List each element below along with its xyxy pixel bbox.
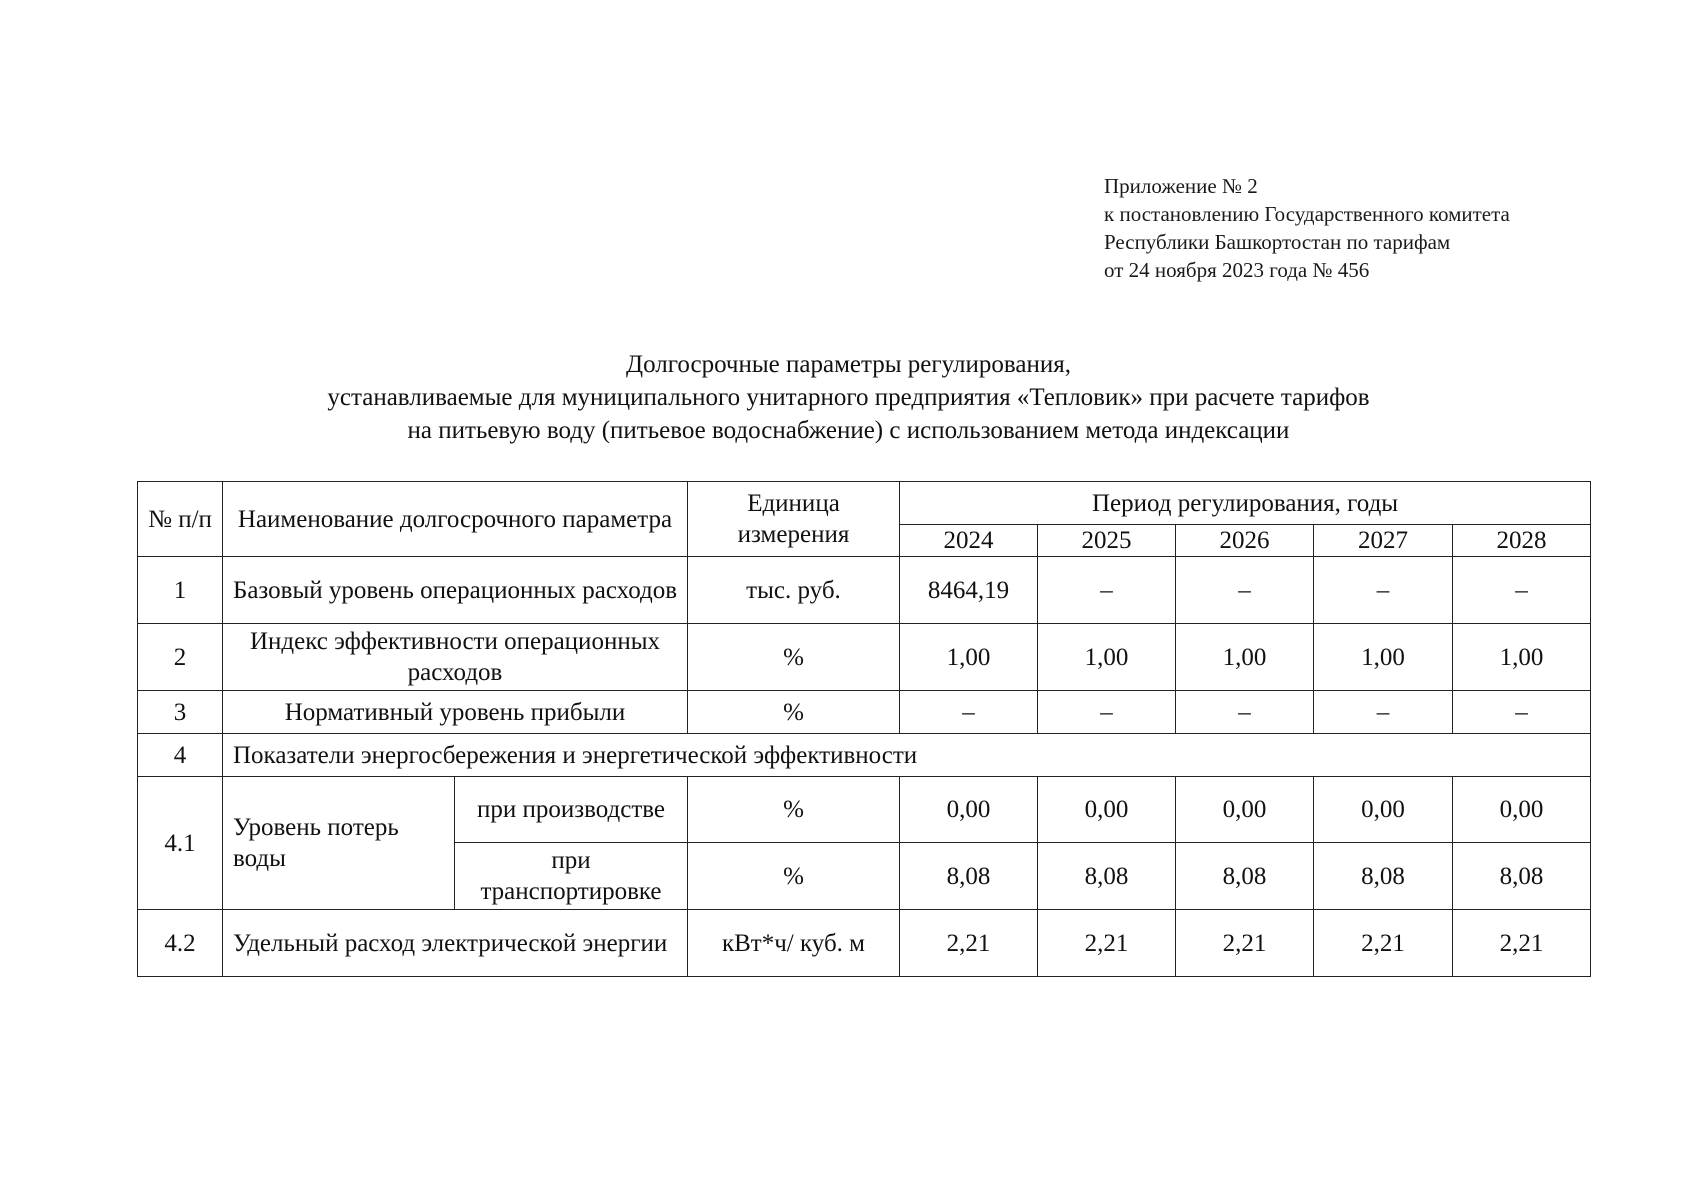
row-value: 0,00	[1453, 777, 1591, 843]
row-value: 2,21	[1453, 910, 1591, 977]
header-year: 2027	[1314, 525, 1453, 557]
header-name: Наименование долгосрочного параметра	[223, 482, 688, 557]
row-num: 4	[138, 734, 223, 777]
row-value: 0,00	[1176, 777, 1314, 843]
row-unit: %	[688, 843, 900, 910]
row-value: 8,08	[900, 843, 1038, 910]
table-row	[138, 910, 1591, 977]
row-unit: %	[688, 624, 900, 691]
sub-row-name: при транспортировке	[455, 843, 688, 910]
row-num: 2	[138, 624, 223, 691]
row-value: 1,00	[1176, 624, 1314, 691]
row-value: –	[1038, 691, 1176, 734]
row-value: 0,00	[1314, 777, 1453, 843]
table-row	[138, 691, 1591, 734]
row-num: 3	[138, 691, 223, 734]
title-line: устанавливаемые для муниципального унитарного предприятия «Тепловик» при расчете тарифов	[327, 384, 1370, 411]
row-value: 8,08	[1176, 843, 1314, 910]
appendix-line: от 24 ноября 2023 года № 456	[1104, 258, 1370, 282]
header-year: 2026	[1176, 525, 1314, 557]
title-line: на питьевую воду (питьевое водоснабжение) с использованием метода индексации	[407, 417, 1290, 444]
header-year: 2028	[1453, 525, 1591, 557]
row-unit: кВт*ч/ куб. м	[688, 910, 900, 977]
row-value: –	[1314, 691, 1453, 734]
row-value: 2,21	[900, 910, 1038, 977]
header-year: 2024	[900, 525, 1038, 557]
row-value: 8,08	[1038, 843, 1176, 910]
row-value: –	[1038, 557, 1176, 624]
row-value: –	[1314, 557, 1453, 624]
row-num: 1	[138, 557, 223, 624]
table-row	[138, 557, 1591, 624]
row-num: 4.1	[138, 777, 223, 910]
table-row	[138, 734, 1591, 777]
sub-row-name: при производстве	[455, 777, 688, 843]
row-value: 0,00	[900, 777, 1038, 843]
title-line: Долгосрочные параметры регулирования,	[626, 351, 1071, 378]
row-name: Индекс эффективности операционных расходов	[223, 624, 688, 691]
row-value: 1,00	[1038, 624, 1176, 691]
table-header-row	[138, 482, 1591, 525]
row-value: 2,21	[1038, 910, 1176, 977]
row-value: –	[1453, 691, 1591, 734]
row-value: 2,21	[1314, 910, 1453, 977]
row-value: 8,08	[1314, 843, 1453, 910]
row-name: Уровень потерь воды	[223, 777, 455, 910]
row-unit: тыс. руб.	[688, 557, 900, 624]
section-name: Показатели энергосбережения и энергетической эффективности	[223, 734, 1591, 777]
row-value: 1,00	[1314, 624, 1453, 691]
row-unit: %	[688, 691, 900, 734]
row-num: 4.2	[138, 910, 223, 977]
table-row	[138, 624, 1591, 691]
header-period: Период регулирования, годы	[900, 482, 1591, 525]
row-value: 1,00	[1453, 624, 1591, 691]
appendix-block	[1104, 172, 1510, 284]
row-value: –	[1176, 557, 1314, 624]
appendix-line: Республики Башкортостан по тарифам	[1104, 230, 1451, 254]
row-value: –	[1453, 557, 1591, 624]
row-name: Нормативный уровень прибыли	[223, 691, 688, 734]
appendix-line: Приложение № 2	[1104, 174, 1258, 198]
row-name: Удельный расход электрической энергии	[223, 910, 688, 977]
row-value: 8,08	[1453, 843, 1591, 910]
row-value: 1,00	[900, 624, 1038, 691]
table-row	[138, 777, 1591, 843]
header-year: 2025	[1038, 525, 1176, 557]
row-unit: %	[688, 777, 900, 843]
row-name: Базовый уровень операционных расходов	[223, 557, 688, 624]
header-unit: Единица измерения	[688, 482, 900, 557]
parameters-table	[137, 481, 1591, 977]
row-value: 2,21	[1176, 910, 1314, 977]
header-num: № п/п	[138, 482, 223, 557]
document-title	[0, 348, 1697, 447]
row-value: 0,00	[1038, 777, 1176, 843]
row-value: 8464,19	[900, 557, 1038, 624]
row-value: –	[1176, 691, 1314, 734]
row-value: –	[900, 691, 1038, 734]
appendix-line: к постановлению Государственного комитета	[1104, 202, 1510, 226]
